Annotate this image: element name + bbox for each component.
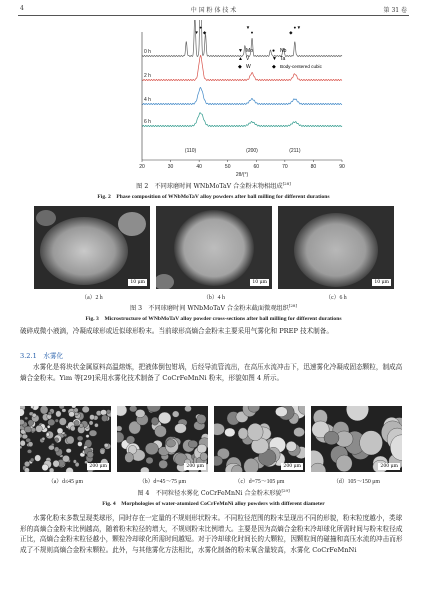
- legend-w: W: [246, 64, 251, 70]
- powder-particle: [49, 468, 54, 472]
- powder-particle: [56, 411, 62, 417]
- xrd-series-2: [142, 88, 342, 105]
- scale-bar-3b: 10 μm: [252, 280, 267, 285]
- x-tick-label: 90: [339, 164, 345, 170]
- powder-particle: [53, 460, 60, 467]
- x-tick-label: 30: [167, 164, 174, 170]
- legend-ta: Ta: [280, 56, 286, 62]
- x-tick-label: 80: [310, 164, 317, 170]
- powder-particle: [294, 427, 305, 436]
- legend-symbol-v: ▲: [238, 56, 243, 62]
- powder-particle: [48, 412, 52, 415]
- powder-particle: [32, 413, 36, 417]
- legend-symbol-bcc: ◆: [272, 64, 276, 70]
- powder-particle: [94, 423, 98, 427]
- peak-label: (200): [246, 148, 258, 154]
- powder-particle: [197, 444, 207, 453]
- powder-particle: [104, 443, 108, 447]
- powder-particle: [36, 425, 43, 432]
- powder-particle: [117, 426, 122, 432]
- x-tick-label: 40: [196, 164, 202, 170]
- figure2-caption-cn: 图 2 不同球磨时间 WNbMoTaV 合金粉末物相组成[28]: [136, 181, 291, 191]
- xrd-series-label: 0 h: [144, 49, 151, 55]
- powder-particle: [20, 446, 22, 449]
- powder-particle: [42, 464, 49, 471]
- powder-particle: [89, 430, 97, 436]
- peak-label: (211): [289, 148, 301, 154]
- micrograph-d45-75: [117, 406, 208, 472]
- legend-v: V: [246, 56, 250, 62]
- powder-particle: [73, 460, 76, 464]
- powder-particle: [70, 426, 75, 431]
- powder-particle: [30, 458, 34, 462]
- powder-particle: [67, 436, 75, 444]
- x-tick-label: 50: [224, 164, 231, 170]
- peak-marker: ▼: [296, 25, 302, 30]
- powder-particle: [197, 414, 206, 424]
- legend-symbol-nb: ●: [272, 48, 276, 54]
- powder-particle: [86, 435, 89, 438]
- powder-particle: [55, 438, 59, 442]
- legend-symbol-mo: ▼: [238, 48, 243, 54]
- powder-particle: [48, 445, 54, 450]
- peak-marker: ●: [199, 25, 202, 30]
- peak-marker: ▼: [245, 25, 251, 30]
- x-tick-label: 70: [282, 164, 288, 170]
- section-heading-water-atomization: 3.2.1 水雾化: [20, 352, 64, 360]
- powder-particle: [64, 434, 67, 437]
- header-rule: [18, 15, 409, 16]
- legend-nb: Nb: [280, 48, 287, 54]
- powder-particle: [225, 428, 236, 437]
- journal-title: 中 国 粉 体 技 术: [190, 7, 237, 14]
- micrograph-d105-150: [311, 406, 402, 472]
- powder-particle: [74, 408, 79, 413]
- xrd-series-label: 2 h: [144, 73, 151, 79]
- figure2-caption-en: Fig. 2 Phase composition of WNbMoTaV alloy powders after ball milling for different durations: [97, 194, 330, 200]
- figure4-caption-en: Fig. 4 Morphologies of water-atomized CoCrFeMnNi alloy powders with different diameter: [102, 501, 325, 507]
- powder-particle: [20, 440, 25, 446]
- powder-particle: [28, 442, 33, 447]
- peak-marker: ◆: [289, 30, 293, 35]
- xrd-series-label: 4 h: [144, 97, 151, 103]
- page-number: 4: [20, 5, 24, 12]
- scale-bar-4d: 200 μm: [380, 464, 398, 469]
- legend-symbol-w: ◆: [238, 64, 242, 70]
- peak-marker: ◆: [202, 30, 207, 35]
- figure3-caption-en: Fig. 3 Microstructure of WNbMoTaV alloy powder cross-sections after ball milling for different durations: [85, 316, 342, 322]
- volume-label: 第 31 卷: [383, 7, 407, 14]
- powder-particle: [87, 451, 94, 458]
- powder-particle: [159, 460, 168, 469]
- powder-particle: [74, 412, 78, 416]
- figure4-label-a: （a）d≤45 μm: [47, 479, 84, 485]
- powder-particle: [31, 428, 36, 432]
- scale-bar-4b: 200 μm: [186, 464, 204, 469]
- powder-particle: [89, 421, 93, 425]
- powder-particle: [275, 407, 287, 417]
- powder-particle: [79, 423, 83, 427]
- powder-particle: [135, 409, 145, 417]
- figure3-label-b: （b）4 h: [203, 295, 225, 301]
- powder-particle: [62, 455, 69, 462]
- powder-particle: [48, 419, 55, 426]
- powder-particle: [145, 443, 158, 455]
- powder-particle: [247, 423, 263, 440]
- paragraph-gas-atomization: 破碎成微小液滴，冷凝成球形或近似球形粉末。当前球形高熵合金粉末主要采用气雾化和 PREP 技术制备。: [20, 327, 333, 335]
- powder-particle: [166, 440, 175, 448]
- powder-particle: [55, 419, 59, 422]
- powder-particle: [27, 449, 32, 453]
- paragraph-powder-morphology: 水雾化粉末多数呈现类球形，同时存在一定量的不规则形状粉末。不同粒径范围的粉末呈现出不同的形貌，粉末粒度越小，类球形的高熵合金粉末比例越高，随着粉末粒径的增大，不规则粉末比例增大。主要是因为高熵合金粉末冷却球化所需时间与粉末粒径成正比，高熵合金粉末粒径越小，颗粒冷却球化所需时间越短。对于冷却球化时间长的大颗粒，因颗粒间的碰撞和高压水流的冲击而形成了不规则高熵合金粉末颗粒。此外，与其他雾化方法相比，水雾化制备的粉末氧含量较高，水雾化 CoCrFeMnNi: [20, 514, 403, 554]
- legend-mo: Mo: [246, 48, 253, 54]
- powder-particle: [90, 415, 95, 420]
- powder-particle: [20, 433, 22, 438]
- x-tick-label: 20: [139, 164, 145, 170]
- powder-particle: [172, 411, 179, 417]
- powder-particle: [74, 420, 79, 425]
- powder-particle: [158, 412, 171, 424]
- figure4-caption-cn: 图 4 不同粒径水雾化 CoCrFeMnNi 合金粉末形貌[29]: [137, 488, 290, 498]
- powder-particle: [57, 428, 63, 434]
- figure4-label-b: （b）d=45～75 μm: [138, 479, 187, 485]
- powder-particle: [100, 449, 105, 454]
- x-tick-label: 60: [253, 164, 260, 170]
- powder-particle: [101, 415, 107, 422]
- powder-particle: [175, 423, 187, 433]
- powder-particle: [69, 412, 75, 417]
- xrd-chart: [120, 20, 350, 178]
- powder-particle: [360, 431, 383, 455]
- scale-bar-4c: 200 μm: [283, 464, 301, 469]
- powder-particle: [77, 436, 83, 441]
- powder-particle: [54, 447, 59, 452]
- powder-particle: [72, 406, 76, 408]
- x-axis-label: 2θ/(°): [235, 172, 249, 178]
- powder-particle: [59, 418, 66, 426]
- micrograph-2h: [34, 206, 150, 289]
- xrd-plot-area: [142, 20, 342, 154]
- powder-particle: [286, 441, 297, 451]
- figure3-label-a: （a）2 h: [81, 295, 103, 301]
- powder-particle: [46, 433, 49, 437]
- powder-particle: [100, 410, 106, 416]
- figure4-label-d: （d）105～150 μm: [333, 479, 380, 485]
- micrograph-6h: [278, 206, 394, 289]
- powder-particle: [24, 468, 29, 472]
- peak-marker: ▼: [194, 30, 199, 35]
- powder-particle: [155, 426, 167, 438]
- figure3-label-c: （c）6 h: [325, 295, 347, 301]
- figure3-caption-cn: 图 3 不同球磨时间 WNbMoTaV 合金粉末截面微观组织[28]: [129, 303, 298, 313]
- legend-symbol-ta: ▼: [272, 56, 277, 62]
- powder-particle: [82, 406, 89, 413]
- powder-particle: [31, 406, 34, 409]
- powder-particle: [66, 449, 71, 453]
- micrograph-d45: [20, 406, 111, 472]
- powder-particle: [324, 431, 339, 445]
- powder-particle: [25, 417, 28, 420]
- powder-particle: [107, 410, 111, 414]
- powder-particle: [200, 453, 208, 461]
- paragraph-water-atomization: 水雾化是将块状金属原料高温熔炼，把液体倒包钳埚，后经导流管流出，在高压水流冲击下，迅速雾化冷凝成固态颗粒，制成高熵合金粉末。Yim 等[29]采用水雾化技术制备了 CoCrFeMnNi 粉末，形貌如图 4 所示。: [20, 363, 403, 382]
- peak-marker: ●: [293, 25, 297, 30]
- scale-bar-3c: 10 μm: [374, 280, 389, 285]
- scale-bar-4a: 200 μm: [89, 464, 107, 469]
- powder-particle: [35, 455, 41, 462]
- peak-marker: ●: [250, 30, 254, 35]
- powder-particle: [42, 437, 45, 440]
- powder-particle: [188, 440, 198, 448]
- powder-particle: [78, 442, 83, 447]
- micrograph-4h: [156, 206, 272, 289]
- micrograph-d75-105: [214, 406, 305, 472]
- powder-particle: [238, 428, 248, 439]
- powder-particle: [126, 436, 135, 444]
- powder-particle: [336, 455, 352, 472]
- powder-particle: [66, 467, 74, 472]
- powder-particle: [125, 453, 134, 463]
- powder-particle: [146, 457, 153, 464]
- xrd-series-label: 6 h: [144, 119, 151, 125]
- legend-bcc: Body-centered cubic: [280, 64, 322, 69]
- peak-label: (110): [184, 148, 197, 154]
- figure4-label-c: （c）d=75～105 μm: [234, 479, 285, 485]
- scale-bar-3a: 10 μm: [130, 280, 145, 285]
- powder-particle: [47, 425, 50, 428]
- xrd-series-3: [142, 113, 342, 127]
- powder-particle: [151, 417, 159, 425]
- powder-particle: [62, 409, 66, 413]
- xrd-legend: [238, 48, 323, 70]
